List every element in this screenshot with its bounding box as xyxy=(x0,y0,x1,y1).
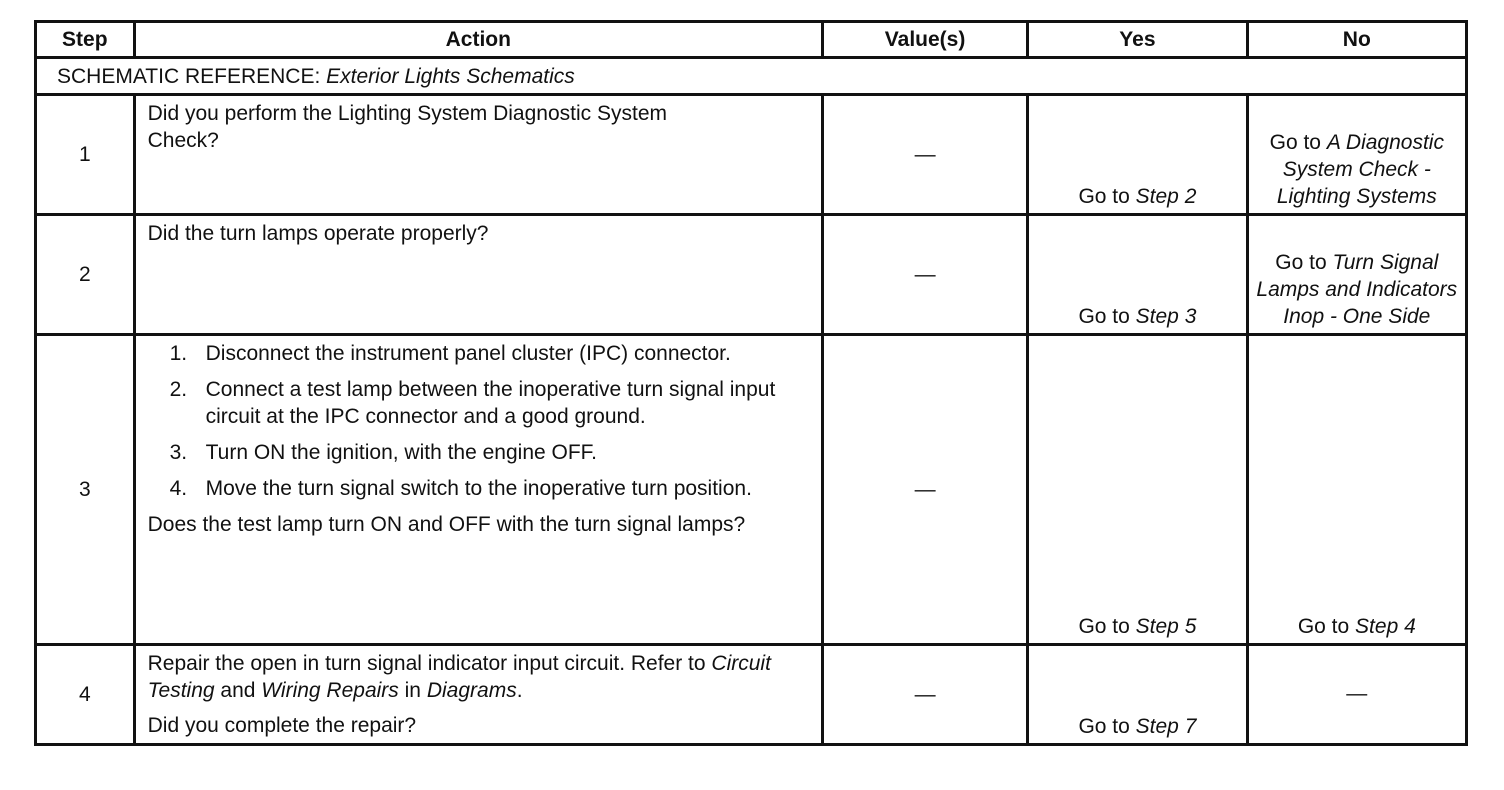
substep-text: Move the turn signal switch to the inoperative turn position. xyxy=(205,477,752,500)
substep-number: 1. xyxy=(169,342,188,365)
substep-text: Disconnect the instrument panel cluster (IPC) connector. xyxy=(205,342,731,365)
action-text xyxy=(134,645,822,745)
yes-link[interactable]: Step 7 xyxy=(1135,715,1197,738)
schematic-label: SCHEMATIC REFERENCE: xyxy=(57,64,321,88)
yes-link[interactable]: Step 5 xyxy=(1135,615,1197,638)
wiring-repairs-link[interactable]: Wiring Repairs xyxy=(261,679,399,702)
table-row xyxy=(36,215,1467,335)
header-yes: Yes xyxy=(1028,22,1247,58)
substep xyxy=(148,475,809,502)
value-dash: — xyxy=(914,683,936,706)
action-question: Did you perform the Lighting System Diagnostic System Check? xyxy=(147,102,668,152)
schematic-row xyxy=(36,58,1467,95)
yes-link[interactable]: Step 2 xyxy=(1135,185,1197,208)
diagrams-link[interactable]: Diagrams xyxy=(426,679,517,702)
header-row xyxy=(36,22,1467,58)
instruction-in: in xyxy=(404,679,421,702)
schematic-link[interactable]: Exterior Lights Schematics xyxy=(326,64,575,88)
yes-link[interactable]: Step 3 xyxy=(1135,305,1197,328)
yes-cell xyxy=(1028,95,1247,215)
substep-text: Turn ON the ignition, with the engine OFF. xyxy=(205,441,598,464)
schematic-reference xyxy=(36,58,1467,95)
value-dash: — xyxy=(914,478,936,501)
value-dash: — xyxy=(914,263,936,286)
action-question: Did you complete the repair? xyxy=(147,714,417,737)
no-dash: — xyxy=(1346,681,1368,705)
instruction-period: . xyxy=(516,679,523,702)
table-row xyxy=(36,335,1467,645)
no-prefix: Go to xyxy=(1297,615,1350,638)
value-cell xyxy=(822,335,1027,645)
action-question: Did the turn lamps operate properly? xyxy=(147,222,489,245)
substep xyxy=(148,340,809,367)
action-text xyxy=(134,335,822,645)
table-row xyxy=(36,95,1467,215)
yes-prefix: Go to xyxy=(1078,715,1130,738)
substep-number: 4. xyxy=(169,477,188,500)
no-prefix: Go to xyxy=(1269,131,1321,154)
value-cell xyxy=(822,95,1027,215)
substep-list xyxy=(148,340,809,502)
substep-number: 3. xyxy=(169,441,188,464)
substep xyxy=(148,439,809,466)
substep xyxy=(148,376,809,430)
action-instruction xyxy=(148,650,809,704)
instruction-text: Repair the open in turn signal indicator input circuit. Refer to xyxy=(147,652,706,675)
yes-prefix: Go to xyxy=(1078,305,1130,328)
step-number: 4 xyxy=(36,645,135,745)
yes-cell xyxy=(1028,335,1247,645)
no-link[interactable]: Step 4 xyxy=(1355,615,1416,638)
step-number: 2 xyxy=(36,215,135,335)
substep-text: Connect a test lamp between the inoperative turn signal input circuit at the IPC connector and a good ground. xyxy=(205,378,776,428)
yes-prefix: Go to xyxy=(1078,185,1130,208)
header-no: No xyxy=(1247,22,1466,58)
header-action: Action xyxy=(134,22,822,58)
no-prefix: Go to xyxy=(1275,251,1327,274)
step-number: 1 xyxy=(36,95,135,215)
no-cell xyxy=(1247,215,1466,335)
instruction-and: and xyxy=(220,679,256,702)
yes-prefix: Go to xyxy=(1078,615,1130,638)
header-step: Step xyxy=(36,22,135,58)
step-number: 3 xyxy=(36,335,135,645)
action-text xyxy=(134,215,822,335)
table-row xyxy=(36,645,1467,745)
no-link[interactable]: A Diagnostic System Check - Lighting Systems xyxy=(1276,131,1444,208)
no-cell xyxy=(1247,95,1466,215)
circuit-testing-link[interactable]: Circuit Testing xyxy=(147,652,771,702)
no-cell xyxy=(1247,335,1466,645)
no-cell xyxy=(1247,645,1466,745)
diagnostic-table xyxy=(34,20,1468,746)
no-link[interactable]: Turn Signal Lamps and Indicators Inop - One Side xyxy=(1256,251,1458,328)
header-values: Value(s) xyxy=(822,22,1027,58)
value-cell xyxy=(822,645,1027,745)
value-dash: — xyxy=(914,143,936,166)
substep-number: 2. xyxy=(169,378,188,401)
yes-cell xyxy=(1028,645,1247,745)
yes-cell xyxy=(1028,215,1247,335)
action-question: Does the test lamp turn ON and OFF with the turn signal lamps? xyxy=(147,513,746,536)
value-cell xyxy=(822,215,1027,335)
action-text xyxy=(134,95,822,215)
